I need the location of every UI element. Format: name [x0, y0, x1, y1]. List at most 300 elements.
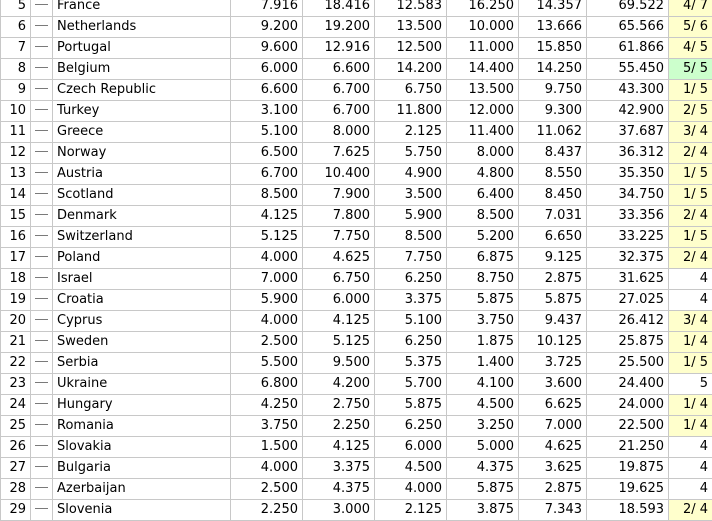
value-cell-5: 7.031	[519, 206, 587, 227]
trend-cell	[31, 248, 53, 269]
table-row[interactable]	[1, 416, 712, 437]
trend-cell	[31, 143, 53, 164]
tag-cell: 1/ 4	[669, 332, 712, 353]
value-cell-1: 7.000	[231, 269, 303, 290]
country-cell: Greece	[53, 122, 231, 143]
value-cell-3: 11.800	[375, 101, 447, 122]
rank-cell: 15	[1, 206, 31, 227]
country-cell: Israel	[53, 269, 231, 290]
country-cell: Scotland	[53, 185, 231, 206]
rank-cell: 14	[1, 185, 31, 206]
tag-cell: 1/ 4	[669, 395, 712, 416]
value-cell-3: 7.750	[375, 248, 447, 269]
trend-cell	[31, 290, 53, 311]
dash-icon	[35, 151, 48, 152]
trend-cell	[31, 17, 53, 38]
country-cell: Netherlands	[53, 17, 231, 38]
value-cell-2: 2.750	[303, 395, 375, 416]
value-cell-1: 6.600	[231, 80, 303, 101]
value-cell-3: 4.500	[375, 458, 447, 479]
total-cell: 36.312	[587, 143, 669, 164]
value-cell-5: 4.625	[519, 437, 587, 458]
dash-icon	[35, 403, 48, 404]
rank-cell: 13	[1, 164, 31, 185]
value-cell-3: 2.125	[375, 122, 447, 143]
country-cell: Slovenia	[53, 500, 231, 521]
value-cell-3: 13.500	[375, 17, 447, 38]
tag-cell: 5/ 5	[669, 59, 712, 80]
rank-cell: 24	[1, 395, 31, 416]
rank-cell: 8	[1, 59, 31, 80]
value-cell-1: 4.000	[231, 311, 303, 332]
value-cell-1: 4.000	[231, 248, 303, 269]
country-cell: Slovakia	[53, 437, 231, 458]
trend-cell	[31, 80, 53, 101]
value-cell-2: 12.916	[303, 38, 375, 59]
rank-cell: 7	[1, 38, 31, 59]
country-cell: Bulgaria	[53, 458, 231, 479]
tag-cell: 4	[669, 458, 712, 479]
trend-cell	[31, 164, 53, 185]
value-cell-4: 4.375	[447, 458, 519, 479]
rank-cell: 17	[1, 248, 31, 269]
rank-cell: 29	[1, 500, 31, 521]
dash-icon	[35, 172, 48, 173]
value-cell-4: 12.000	[447, 101, 519, 122]
value-cell-2: 6.750	[303, 269, 375, 290]
value-cell-2: 3.000	[303, 500, 375, 521]
tag-cell: 1/ 5	[669, 353, 712, 374]
trend-cell	[31, 437, 53, 458]
value-cell-4: 3.250	[447, 416, 519, 437]
value-cell-2: 6.700	[303, 80, 375, 101]
value-cell-3: 4.900	[375, 164, 447, 185]
tag-cell: 1/ 5	[669, 80, 712, 101]
value-cell-5: 8.437	[519, 143, 587, 164]
tag-cell: 2/ 5	[669, 101, 712, 122]
value-cell-1: 5.900	[231, 290, 303, 311]
country-cell: Belgium	[53, 59, 231, 80]
value-cell-1: 4.000	[231, 458, 303, 479]
dash-icon	[35, 130, 48, 131]
dash-icon	[35, 235, 48, 236]
tag-cell: 1/ 5	[669, 185, 712, 206]
value-cell-1: 3.100	[231, 101, 303, 122]
dash-icon	[35, 214, 48, 215]
trend-cell	[31, 500, 53, 521]
total-cell: 27.025	[587, 290, 669, 311]
country-cell: Azerbaijan	[53, 479, 231, 500]
tag-cell: 1/ 5	[669, 227, 712, 248]
value-cell-1: 9.200	[231, 17, 303, 38]
tag-cell: 4/ 7	[669, 0, 712, 17]
country-cell: Austria	[53, 164, 231, 185]
value-cell-3: 5.700	[375, 374, 447, 395]
country-cell: Turkey	[53, 101, 231, 122]
value-cell-3: 6.750	[375, 80, 447, 101]
table-row[interactable]	[1, 332, 712, 353]
value-cell-4: 4.100	[447, 374, 519, 395]
total-cell: 25.500	[587, 353, 669, 374]
dash-icon	[35, 256, 48, 257]
table-row[interactable]	[1, 290, 712, 311]
dash-icon	[35, 340, 48, 341]
value-cell-1: 3.750	[231, 416, 303, 437]
country-cell: Romania	[53, 416, 231, 437]
value-cell-5: 3.625	[519, 458, 587, 479]
table-row[interactable]	[1, 122, 712, 143]
value-cell-5: 9.750	[519, 80, 587, 101]
value-cell-5: 14.357	[519, 0, 587, 17]
rank-cell: 22	[1, 353, 31, 374]
value-cell-1: 5.100	[231, 122, 303, 143]
value-cell-2: 18.416	[303, 0, 375, 17]
total-cell: 25.875	[587, 332, 669, 353]
table-row[interactable]	[1, 437, 712, 458]
value-cell-1: 6.800	[231, 374, 303, 395]
dash-icon	[35, 424, 48, 425]
value-cell-4: 14.400	[447, 59, 519, 80]
value-cell-5: 9.300	[519, 101, 587, 122]
value-cell-1: 7.916	[231, 0, 303, 17]
value-cell-1: 1.500	[231, 437, 303, 458]
value-cell-5: 6.625	[519, 395, 587, 416]
rank-cell: 12	[1, 143, 31, 164]
value-cell-4: 3.875	[447, 500, 519, 521]
total-cell: 21.250	[587, 437, 669, 458]
value-cell-5: 3.600	[519, 374, 587, 395]
value-cell-4: 16.250	[447, 0, 519, 17]
value-cell-5: 5.875	[519, 290, 587, 311]
dash-icon	[35, 25, 48, 26]
table-row[interactable]	[1, 353, 712, 374]
trend-cell	[31, 122, 53, 143]
rank-cell: 18	[1, 269, 31, 290]
value-cell-1: 6.000	[231, 59, 303, 80]
table-row[interactable]	[1, 206, 712, 227]
value-cell-2: 4.375	[303, 479, 375, 500]
value-cell-2: 4.125	[303, 437, 375, 458]
value-cell-4: 10.000	[447, 17, 519, 38]
tag-cell: 5	[669, 374, 712, 395]
value-cell-1: 9.600	[231, 38, 303, 59]
value-cell-4: 8.750	[447, 269, 519, 290]
total-cell: 19.875	[587, 458, 669, 479]
rank-cell: 9	[1, 80, 31, 101]
value-cell-5: 15.850	[519, 38, 587, 59]
country-cell: Denmark	[53, 206, 231, 227]
value-cell-5: 3.725	[519, 353, 587, 374]
trend-cell	[31, 353, 53, 374]
dash-icon	[35, 382, 48, 383]
value-cell-4: 8.500	[447, 206, 519, 227]
value-cell-3: 5.100	[375, 311, 447, 332]
value-cell-4: 6.400	[447, 185, 519, 206]
value-cell-1: 6.700	[231, 164, 303, 185]
table-row[interactable]	[1, 269, 712, 290]
table-row[interactable]	[1, 311, 712, 332]
value-cell-4: 4.800	[447, 164, 519, 185]
country-cell: Serbia	[53, 353, 231, 374]
country-cell: France	[53, 0, 231, 17]
dash-icon	[35, 298, 48, 299]
total-cell: 43.300	[587, 80, 669, 101]
value-cell-1: 5.125	[231, 227, 303, 248]
value-cell-3: 4.000	[375, 479, 447, 500]
country-cell: Portugal	[53, 38, 231, 59]
value-cell-3: 5.900	[375, 206, 447, 227]
value-cell-1: 2.500	[231, 332, 303, 353]
country-cell: Norway	[53, 143, 231, 164]
table-row[interactable]	[1, 101, 712, 122]
total-cell: 18.593	[587, 500, 669, 521]
trend-cell	[31, 101, 53, 122]
tag-cell: 4	[669, 290, 712, 311]
table-row[interactable]	[1, 143, 712, 164]
rank-cell: 27	[1, 458, 31, 479]
value-cell-2: 7.750	[303, 227, 375, 248]
dash-icon	[35, 277, 48, 278]
value-cell-2: 9.500	[303, 353, 375, 374]
value-cell-2: 4.125	[303, 311, 375, 332]
trend-cell	[31, 227, 53, 248]
tag-cell: 3/ 4	[669, 311, 712, 332]
dash-icon	[35, 193, 48, 194]
table-row[interactable]	[1, 80, 712, 101]
table-row[interactable]	[1, 458, 712, 479]
value-cell-4: 5.200	[447, 227, 519, 248]
value-cell-4: 8.000	[447, 143, 519, 164]
total-cell: 24.000	[587, 395, 669, 416]
value-cell-2: 6.600	[303, 59, 375, 80]
dash-icon	[35, 466, 48, 467]
country-cell: Sweden	[53, 332, 231, 353]
rank-cell: 23	[1, 374, 31, 395]
value-cell-5: 9.437	[519, 311, 587, 332]
value-cell-5: 14.250	[519, 59, 587, 80]
value-cell-5: 2.875	[519, 269, 587, 290]
trend-cell	[31, 311, 53, 332]
country-cell: Poland	[53, 248, 231, 269]
value-cell-3: 8.500	[375, 227, 447, 248]
trend-cell	[31, 416, 53, 437]
rank-cell: 11	[1, 122, 31, 143]
total-cell: 24.400	[587, 374, 669, 395]
value-cell-4: 5.000	[447, 437, 519, 458]
table-row[interactable]	[1, 479, 712, 500]
rank-cell: 20	[1, 311, 31, 332]
value-cell-2: 19.200	[303, 17, 375, 38]
value-cell-2: 6.000	[303, 290, 375, 311]
tag-cell: 4/ 5	[669, 38, 712, 59]
value-cell-3: 6.250	[375, 332, 447, 353]
rank-cell: 19	[1, 290, 31, 311]
rank-cell: 5	[1, 0, 31, 17]
table-row[interactable]	[1, 17, 712, 38]
tag-cell: 1/ 5	[669, 164, 712, 185]
value-cell-3: 6.250	[375, 269, 447, 290]
value-cell-3: 3.500	[375, 185, 447, 206]
country-cell: Ukraine	[53, 374, 231, 395]
trend-cell	[31, 59, 53, 80]
value-cell-1: 4.125	[231, 206, 303, 227]
table-row[interactable]	[1, 374, 712, 395]
dash-icon	[35, 445, 48, 446]
trend-cell	[31, 374, 53, 395]
value-cell-2: 3.375	[303, 458, 375, 479]
total-cell: 42.900	[587, 101, 669, 122]
total-cell: 69.522	[587, 0, 669, 17]
value-cell-1: 8.500	[231, 185, 303, 206]
value-cell-3: 3.375	[375, 290, 447, 311]
value-cell-1: 2.500	[231, 479, 303, 500]
value-cell-5: 8.450	[519, 185, 587, 206]
dash-icon	[35, 4, 48, 5]
total-cell: 34.750	[587, 185, 669, 206]
value-cell-4: 1.400	[447, 353, 519, 374]
rank-cell: 28	[1, 479, 31, 500]
value-cell-1: 2.250	[231, 500, 303, 521]
value-cell-4: 5.875	[447, 479, 519, 500]
value-cell-5: 13.666	[519, 17, 587, 38]
tag-cell: 2/ 4	[669, 500, 712, 521]
value-cell-3: 12.500	[375, 38, 447, 59]
value-cell-3: 2.125	[375, 500, 447, 521]
value-cell-4: 5.875	[447, 290, 519, 311]
value-cell-2: 4.625	[303, 248, 375, 269]
value-cell-4: 4.500	[447, 395, 519, 416]
tag-cell: 3/ 4	[669, 122, 712, 143]
dash-icon	[35, 487, 48, 488]
dash-icon	[35, 88, 48, 89]
value-cell-4: 1.875	[447, 332, 519, 353]
tag-cell: 4	[669, 479, 712, 500]
total-cell: 55.450	[587, 59, 669, 80]
rank-cell: 26	[1, 437, 31, 458]
value-cell-2: 6.700	[303, 101, 375, 122]
value-cell-5: 2.875	[519, 479, 587, 500]
trend-cell	[31, 395, 53, 416]
value-cell-5: 10.125	[519, 332, 587, 353]
country-cell: Czech Republic	[53, 80, 231, 101]
total-cell: 33.225	[587, 227, 669, 248]
rank-cell: 6	[1, 17, 31, 38]
table-row[interactable]	[1, 164, 712, 185]
country-cell: Croatia	[53, 290, 231, 311]
dash-icon	[35, 46, 48, 47]
value-cell-2: 2.250	[303, 416, 375, 437]
value-cell-2: 5.125	[303, 332, 375, 353]
tag-cell: 5/ 6	[669, 17, 712, 38]
value-cell-1: 5.500	[231, 353, 303, 374]
value-cell-3: 12.583	[375, 0, 447, 17]
trend-cell	[31, 206, 53, 227]
value-cell-1: 4.250	[231, 395, 303, 416]
trend-cell	[31, 458, 53, 479]
value-cell-2: 10.400	[303, 164, 375, 185]
tag-cell: 1/ 4	[669, 416, 712, 437]
total-cell: 33.356	[587, 206, 669, 227]
tag-cell: 2/ 4	[669, 248, 712, 269]
value-cell-4: 3.750	[447, 311, 519, 332]
total-cell: 65.566	[587, 17, 669, 38]
table-row[interactable]	[1, 395, 712, 416]
rank-cell: 25	[1, 416, 31, 437]
trend-cell	[31, 269, 53, 290]
value-cell-2: 8.000	[303, 122, 375, 143]
value-cell-2: 7.625	[303, 143, 375, 164]
value-cell-3: 5.875	[375, 395, 447, 416]
table-row[interactable]	[1, 59, 712, 80]
rank-cell: 21	[1, 332, 31, 353]
table-row[interactable]	[1, 500, 712, 521]
table-row[interactable]	[1, 185, 712, 206]
value-cell-2: 4.200	[303, 374, 375, 395]
value-cell-4: 13.500	[447, 80, 519, 101]
table-row[interactable]	[1, 38, 712, 59]
value-cell-4: 6.875	[447, 248, 519, 269]
tag-cell: 4	[669, 437, 712, 458]
value-cell-4: 11.400	[447, 122, 519, 143]
trend-cell	[31, 479, 53, 500]
value-cell-5: 9.125	[519, 248, 587, 269]
value-cell-5: 7.343	[519, 500, 587, 521]
value-cell-1: 6.500	[231, 143, 303, 164]
value-cell-5: 8.550	[519, 164, 587, 185]
rank-cell: 16	[1, 227, 31, 248]
country-cell: Switzerland	[53, 227, 231, 248]
table-row[interactable]	[1, 227, 712, 248]
value-cell-2: 7.900	[303, 185, 375, 206]
dash-icon	[35, 109, 48, 110]
value-cell-3: 6.000	[375, 437, 447, 458]
total-cell: 19.625	[587, 479, 669, 500]
country-cell: Cyprus	[53, 311, 231, 332]
value-cell-5: 7.000	[519, 416, 587, 437]
total-cell: 32.375	[587, 248, 669, 269]
dash-icon	[35, 319, 48, 320]
dash-icon	[35, 67, 48, 68]
trend-cell	[31, 185, 53, 206]
trend-cell	[31, 0, 53, 17]
value-cell-4: 11.000	[447, 38, 519, 59]
dash-icon	[35, 508, 48, 509]
total-cell: 31.625	[587, 269, 669, 290]
tag-cell: 2/ 4	[669, 206, 712, 227]
value-cell-3: 14.200	[375, 59, 447, 80]
value-cell-3: 6.250	[375, 416, 447, 437]
trend-cell	[31, 332, 53, 353]
value-cell-5: 11.062	[519, 122, 587, 143]
tag-cell: 2/ 4	[669, 143, 712, 164]
dash-icon	[35, 361, 48, 362]
total-cell: 35.350	[587, 164, 669, 185]
value-cell-3: 5.750	[375, 143, 447, 164]
value-cell-2: 7.800	[303, 206, 375, 227]
total-cell: 26.412	[587, 311, 669, 332]
total-cell: 61.866	[587, 38, 669, 59]
tag-cell: 4	[669, 269, 712, 290]
value-cell-3: 5.375	[375, 353, 447, 374]
total-cell: 22.500	[587, 416, 669, 437]
total-cell: 37.687	[587, 122, 669, 143]
trend-cell	[31, 38, 53, 59]
value-cell-5: 6.650	[519, 227, 587, 248]
table-row[interactable]	[1, 0, 712, 17]
country-cell: Hungary	[53, 395, 231, 416]
rank-cell: 10	[1, 101, 31, 122]
table-row[interactable]	[1, 248, 712, 269]
